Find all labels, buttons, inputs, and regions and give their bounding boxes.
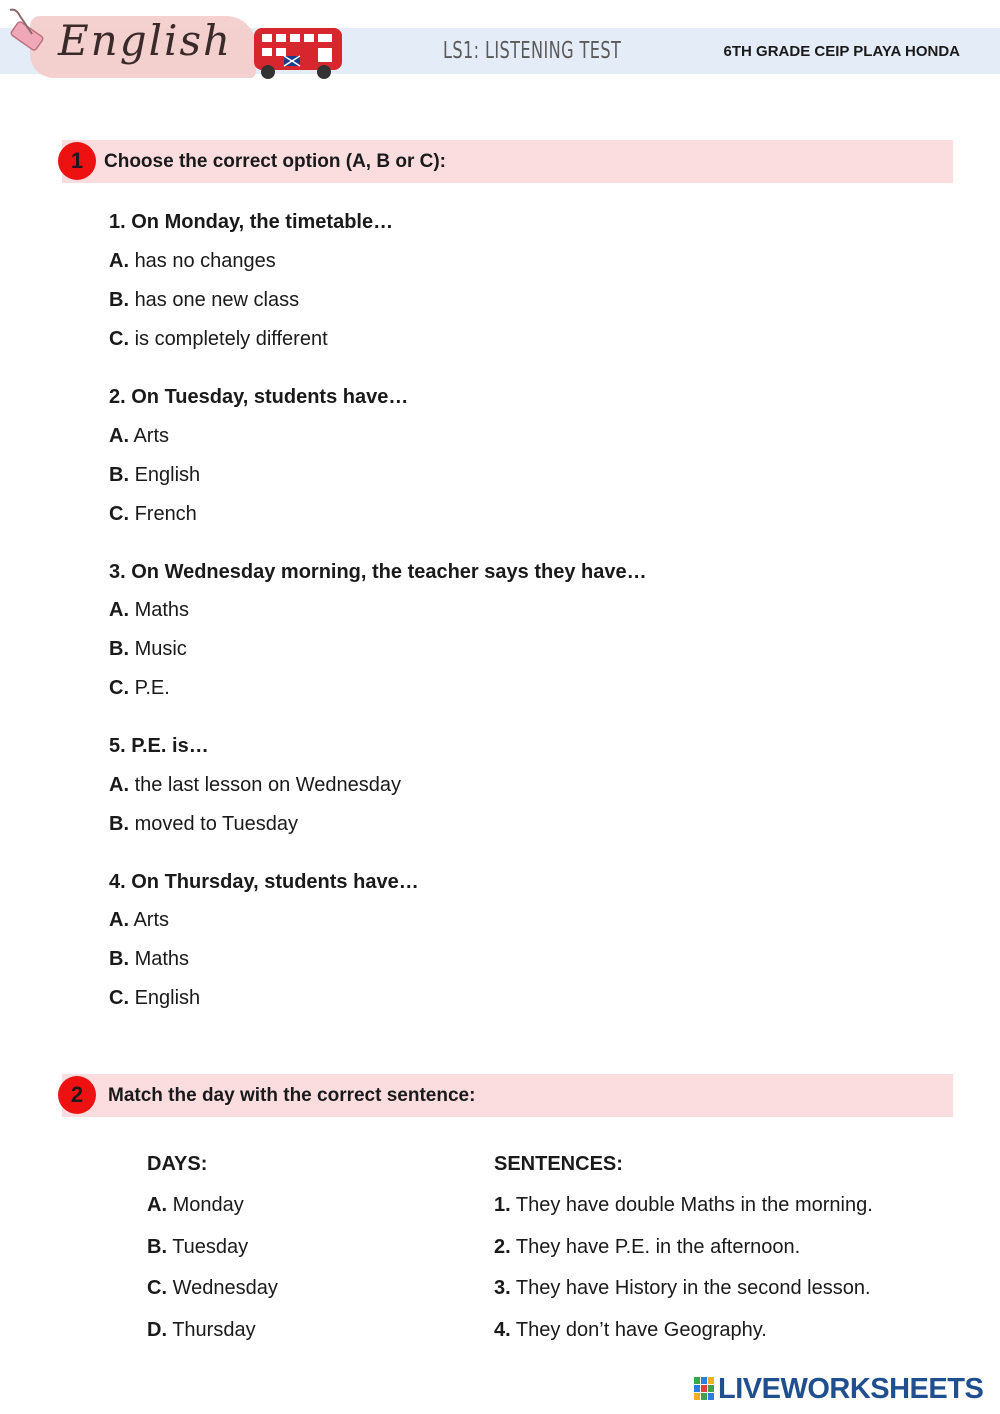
paper-clip-icon [6, 6, 50, 58]
sentence-item-2[interactable]: 2. They have P.E. in the afternoon. [494, 1236, 801, 1258]
question-4-option-a[interactable]: A. Arts [109, 909, 170, 931]
question-1-option-c[interactable]: C. is completely different [109, 328, 328, 350]
sentence-item-4[interactable]: 4. They don’t have Geography. [494, 1319, 767, 1341]
question-2-option-c[interactable]: C. French [109, 503, 197, 525]
section-2-bar [62, 1074, 953, 1117]
question-3-option-b[interactable]: B. Music [109, 638, 187, 660]
question-4: 4. On Thursday, students have… [109, 871, 419, 893]
test-title: LS1: LISTENING TEST [443, 38, 622, 64]
question-1-option-b[interactable]: B. has one new class [109, 289, 300, 311]
day-item-tuesday[interactable]: B. Tuesday [147, 1236, 249, 1258]
section-1-title: Choose the correct option (A, B or C): [104, 151, 446, 172]
question-2-option-a[interactable]: A. Arts [109, 425, 170, 447]
question-1-option-a[interactable]: A. has no changes [109, 250, 276, 272]
day-item-monday[interactable]: A. Monday [147, 1194, 244, 1216]
question-3-option-a[interactable]: A. Maths [109, 599, 190, 621]
question-2-option-b[interactable]: B. English [109, 464, 201, 486]
london-bus-icon [252, 26, 344, 80]
section-1-number-badge: 1 [58, 142, 96, 180]
sentences-header: SENTENCES: [494, 1153, 623, 1175]
question-3: 3. On Wednesday morning, the teacher says they have… [109, 561, 647, 583]
question-3-option-c[interactable]: C. P.E. [109, 677, 170, 699]
sentence-item-3[interactable]: 3. They have History in the second lesson. [494, 1277, 871, 1299]
liveworksheets-logo-icon [694, 1377, 716, 1401]
day-item-wednesday[interactable]: C. Wednesday [147, 1277, 278, 1299]
question-5-option-a[interactable]: A. the last lesson on Wednesday [109, 774, 402, 796]
question-2: 2. On Tuesday, students have… [109, 386, 409, 408]
sentence-item-1[interactable]: 1. They have double Maths in the morning. [494, 1194, 873, 1216]
question-5-option-b[interactable]: B. moved to Tuesday [109, 813, 298, 835]
question-1: 1. On Monday, the timetable… [109, 211, 394, 233]
english-logo-text: English [58, 16, 233, 65]
question-5: 5. P.E. is… [109, 735, 209, 757]
section-2-number-badge: 2 [58, 1076, 96, 1114]
question-4-option-b[interactable]: B. Maths [109, 948, 190, 970]
section-2-title: Match the day with the correct sentence: [108, 1085, 476, 1106]
liveworksheets-brand: LIVEWORKSHEETS [718, 1373, 984, 1405]
day-item-thursday[interactable]: D. Thursday [147, 1319, 256, 1341]
school-name: 6TH GRADE CEIP PLAYA HONDA [723, 43, 960, 60]
days-header: DAYS: [147, 1153, 208, 1175]
question-4-option-c[interactable]: C. English [109, 987, 201, 1009]
section-1-bar [62, 140, 953, 183]
